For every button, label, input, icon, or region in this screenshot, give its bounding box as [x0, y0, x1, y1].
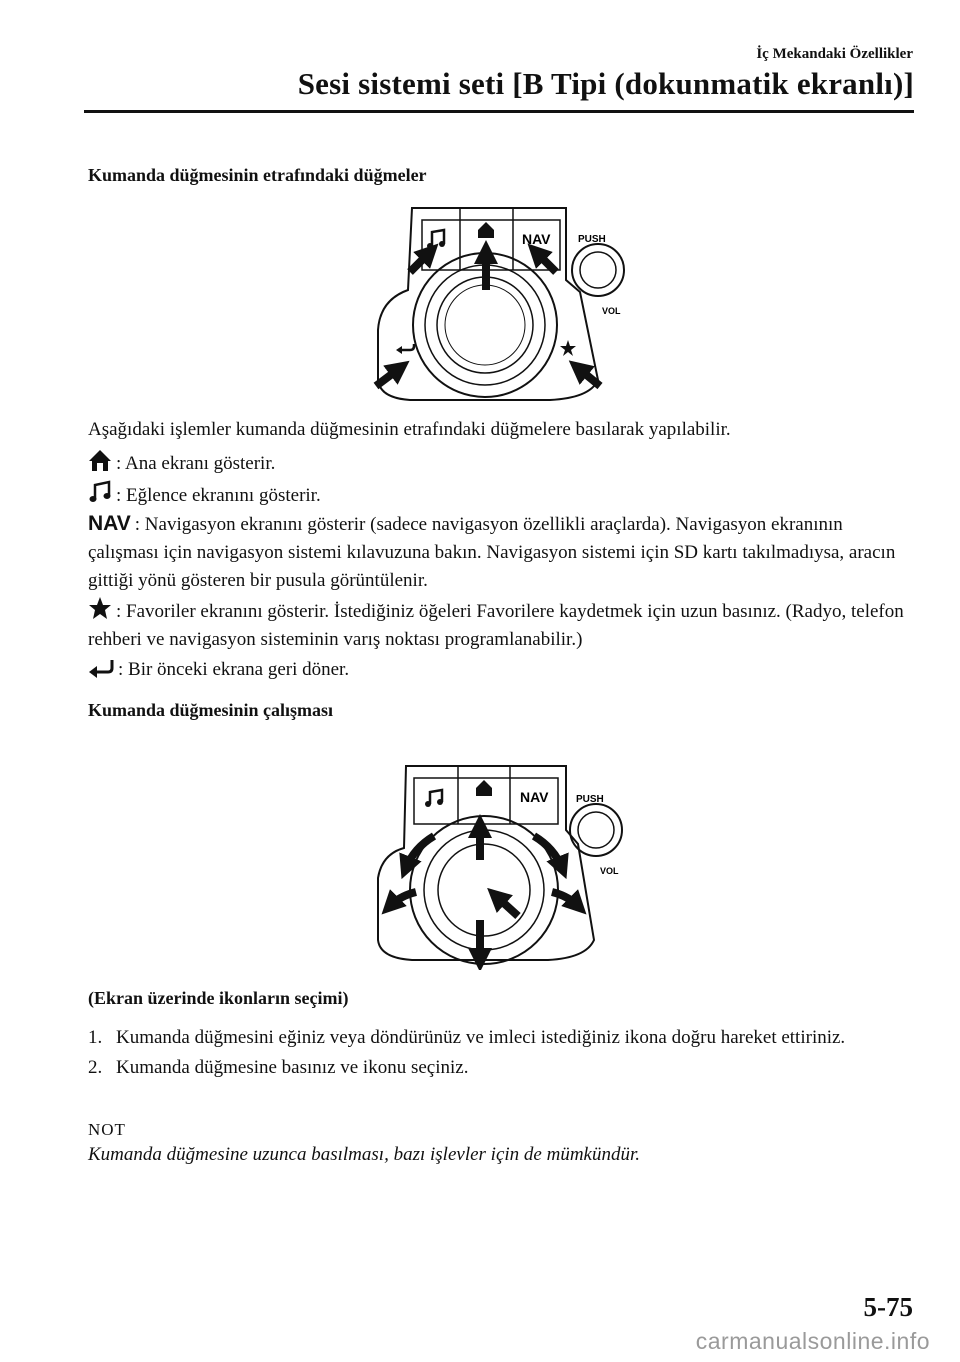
push-label: PUSH	[578, 234, 606, 245]
item-favorites	[88, 596, 908, 654]
item-back	[88, 654, 908, 684]
nav-icon: NAV	[88, 512, 131, 535]
section-header: İç Mekandaki Özellikler	[756, 46, 913, 62]
note-label: NOT	[88, 1120, 126, 1139]
item-home	[88, 448, 908, 478]
vol-label: VOL	[602, 306, 621, 316]
item-nav-text: : Navigasyon ekranını gösterir (sadece navigasyon özellikli araçlarda). Navigasyon ekranının çalışması için navigasyon sistemi kılavuzuna bakın. Navigasyon sistemi için SD kartı takılmadıysa, aracın gittiği yönü gösteren bir pusula görüntülenir.	[88, 514, 896, 591]
item-entertainment	[88, 480, 908, 510]
nav-label: NAV	[522, 231, 551, 247]
item-entertainment-text: : Eğlence ekranını gösterir.	[116, 485, 321, 506]
item-back-text: : Bir önceki ekrana geri döner.	[118, 659, 350, 680]
step-number: 1.	[88, 1027, 103, 1048]
list-item	[88, 1054, 908, 1082]
item-home-text: : Ana ekranı gösterir.	[116, 453, 276, 474]
page-number: 5-75	[863, 1292, 913, 1322]
nav-label: NAV	[520, 789, 549, 805]
section1-intro: Aşağıdaki işlemler kumanda düğmesinin etrafındaki düğmelere basılarak yapılabilir.	[88, 419, 731, 440]
star-icon	[88, 596, 112, 620]
step-text: Kumanda düğmesini eğiniz veya döndürünüz ve imleci istediğiniz ikona doğru hareket ettiriniz.	[116, 1027, 846, 1048]
push-label: PUSH	[576, 794, 604, 805]
home-icon	[88, 448, 112, 472]
commander-knob-figure	[372, 760, 640, 970]
commander-buttons-figure	[370, 200, 640, 405]
list-item	[88, 1024, 908, 1052]
item-favorites-text: : Favoriler ekranını gösterir. İstediğiniz öğeleri Favorilere kaydetmek için uzun basınız. (Radyo, telefon rehberi ve navigasyon sisteminin varış noktası programlanabilir.)	[88, 601, 904, 650]
page-title: Sesi sistemi seti [B Tipi (dokunmatik ekranlı)]	[297, 66, 914, 101]
section1-heading: Kumanda düğmesinin etrafındaki düğmeler	[88, 165, 427, 185]
vol-label: VOL	[600, 866, 619, 876]
watermark: carmanualsonline.info	[695, 1328, 930, 1354]
steps-list	[88, 1024, 908, 1082]
header-divider	[84, 110, 914, 113]
section2-heading: Kumanda düğmesinin çalışması	[88, 700, 334, 720]
item-nav	[88, 510, 908, 595]
step-number: 2.	[88, 1057, 103, 1078]
step-text: Kumanda düğmesine basınız ve ikonu seçiniz.	[116, 1057, 469, 1078]
back-icon	[88, 654, 114, 678]
note-text: Kumanda düğmesine uzunca basılması, bazı işlevler için de mümkündür.	[88, 1144, 641, 1165]
section2-subheading: (Ekran üzerinde ikonların seçimi)	[88, 988, 349, 1008]
music-note-icon	[88, 480, 112, 504]
